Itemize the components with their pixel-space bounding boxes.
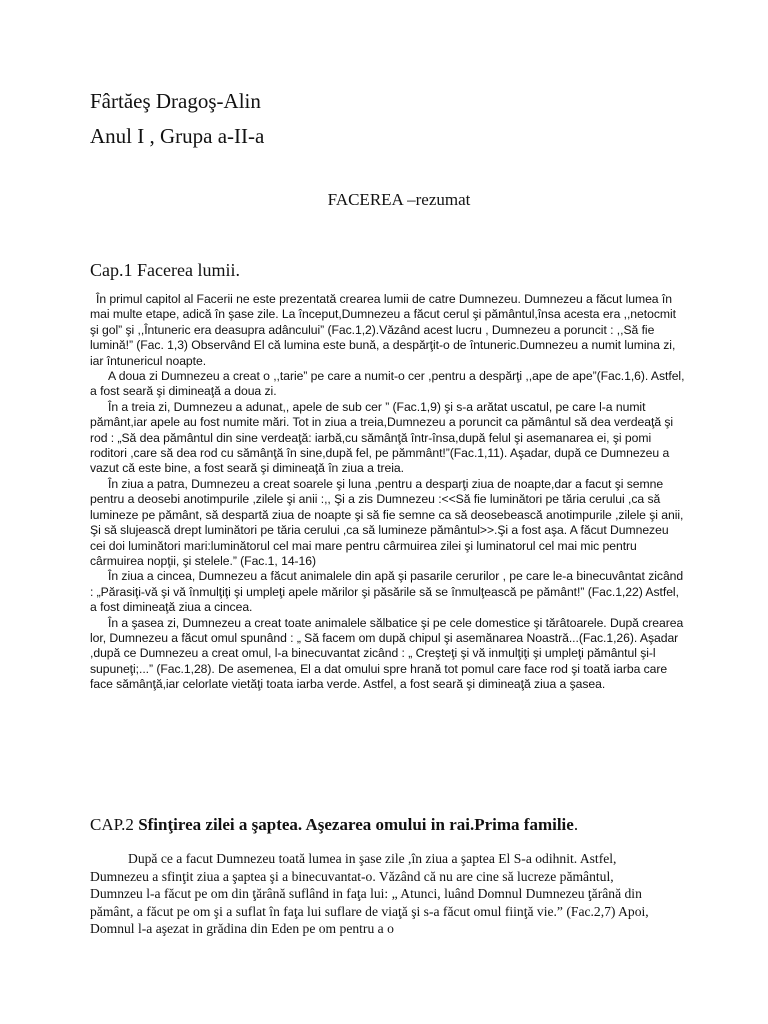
paragraph: În a treia zi, Dumnezeu a adunat,, apele de sub cer ” (Fac.1,9) şi s-a arătat uscatul, pe care l-a numit pământ,iar apele au fost numite mări. Tot in ziua a treia,Dumnezeu a poruncit ca pământul să dea verdeaţă şi rod : „Să dea pământul din sine verdeaţă: iarbă,cu sămânţă într-însa,după felul şi asemanarea ei, şi pomi roditori ,care să dea rod cu sămânţă în sine,după fel, pe pămmânt!”(Fac.1,11). Aşadar, după ce Dumnezeu a vazut că este bine, a fost seară şi dimineaţă în ziua a treia. bbox=[90, 399, 674, 476]
paragraph: În ziua a cincea, Dumnezeu a făcut animalele din apă şi pasarile cerurilor , pe care le-a binecuvântat zicând : „Părasiţi-vă şi vă înmulţiţi şi umpleţi apele mărilor şi păsările să se înmulţească pe pământ!” (Fac.1,22) Astfel, a fost dimineaţă ziua a cincea. bbox=[90, 569, 684, 615]
paragraph: În a şasea zi, Dumnezeu a creat toate animalele sălbatice şi pe cele domestice şi tărâtoarele. După crearea lor, Dumnezeu a făcut omul spunând : „ Să facem om după chipul şi asemănarea Noastră...(Fac.1,26). Aşadar ,după ce Dumnezeu a creat omul, l-a binecuvantat zicând : „ Creşteţi şi vă inmulţiţi şi umpleţi pământul şi-l supuneţi;...” (Fac.1,28). De asemenea, El a dat omului spre hrană tot pomul care face rod şi toată iarba care face sămânţă,iar celorlate vietăţi toata iarba verde. Astfel, a fost seară şi dimineaţă ziua a şasea. bbox=[90, 615, 684, 692]
author-name: Fârtăeş Dragoş-Alin bbox=[90, 89, 261, 113]
paragraph: În primul capitol al Facerii ne este prezentată crearea lumii de catre Dumnezeu. Dumnezeu a făcut lumea în mai multe etape, adică în şase zile. La început,Dumnezeu a făcut cerul şi pământul,însa acesta era ,,netocmit şi gol” şi ,,Întuneric era deasupra adâncului” (Fac.1,2).Văzând acest lucru , Dumnezeu a poruncit : ,,Să fie lumină!” (Fac. 1,3) Observând El că lumina este bună, a despărţit-o de întuneric.Dumnezeu a numit lumina zi, iar întunericul noapte. bbox=[90, 292, 676, 368]
chapter-2-title: Sfinţirea zilei a şaptea. Aşezarea omului in rai.Prima familie bbox=[138, 815, 574, 834]
year-group: Anul I , Grupa a-II-a bbox=[90, 124, 265, 148]
chapter-2-heading bbox=[90, 815, 690, 835]
paragraph: A doua zi Dumnezeu a creat o ,,tarie” pe care a numit-o cer ,pentru a despărţi ,,ape de ape”(Fac.1,6). Astfel, a fost seară şi dimineaţă a doua zi. bbox=[90, 369, 685, 399]
chapter-1-body bbox=[90, 292, 686, 693]
paragraph: După ce a facut Dumnezeu toată lumea in şase zile ,în ziua a şaptea El S-a odihnit. Astfel, Dumnezeu a sfinţit ziua a şaptea şi a binecuvantat-o. Văzând că nu are cine să lucreze pământul, Dumnzeu l-a făcut pe om din ţărână suflând in faţa lui: „ Atunci, luând Domnul Dumnezeu ţărână din pământ, a făcut pe om şi a suflat în faţa lui suflare de viaţă şi s-a făcut omul fiinţă vie.” (Fac.2,7) Apoi, Domnul l-a aşezat in grădina din Eden pe om pentru a o bbox=[90, 851, 649, 937]
chapter-2-label: CAP.2 bbox=[90, 815, 134, 834]
paragraph: În ziua a patra, Dumnezeu a creat soarele şi luna ,pentru a desparţi ziua de noapte,dar a facut şi semne pentru a deosebi anotimpurile ,zilele şi anii :,, Şi a zis Dumnezeu :<<Să fie luminători pe tăria cerului ,ca să lumineze pe pământ, să despartă ziua de noapte şi să fie semne ca să deosebească anotimpurile ,zilele şi anii, Şi să slujească drept luminători pe tăria cerului ,ca să lumineze pământul>>.Şi a fost aşa. A făcut Dumnezeu cei doi luminători mari:luminătorul cel mai mare pentru cârmuirea zilei şi luminatorul cel mai mic pentru cârmuirea nopţii, şi stelele.” (Fac.1, 14-16) bbox=[90, 476, 684, 568]
chapter-2-body bbox=[90, 850, 652, 938]
document-title: FACEREA –rezumat bbox=[327, 190, 471, 209]
chapter-2-period: . bbox=[573, 815, 579, 834]
chapter-1-heading: Cap.1 Facerea lumii. bbox=[90, 260, 240, 280]
